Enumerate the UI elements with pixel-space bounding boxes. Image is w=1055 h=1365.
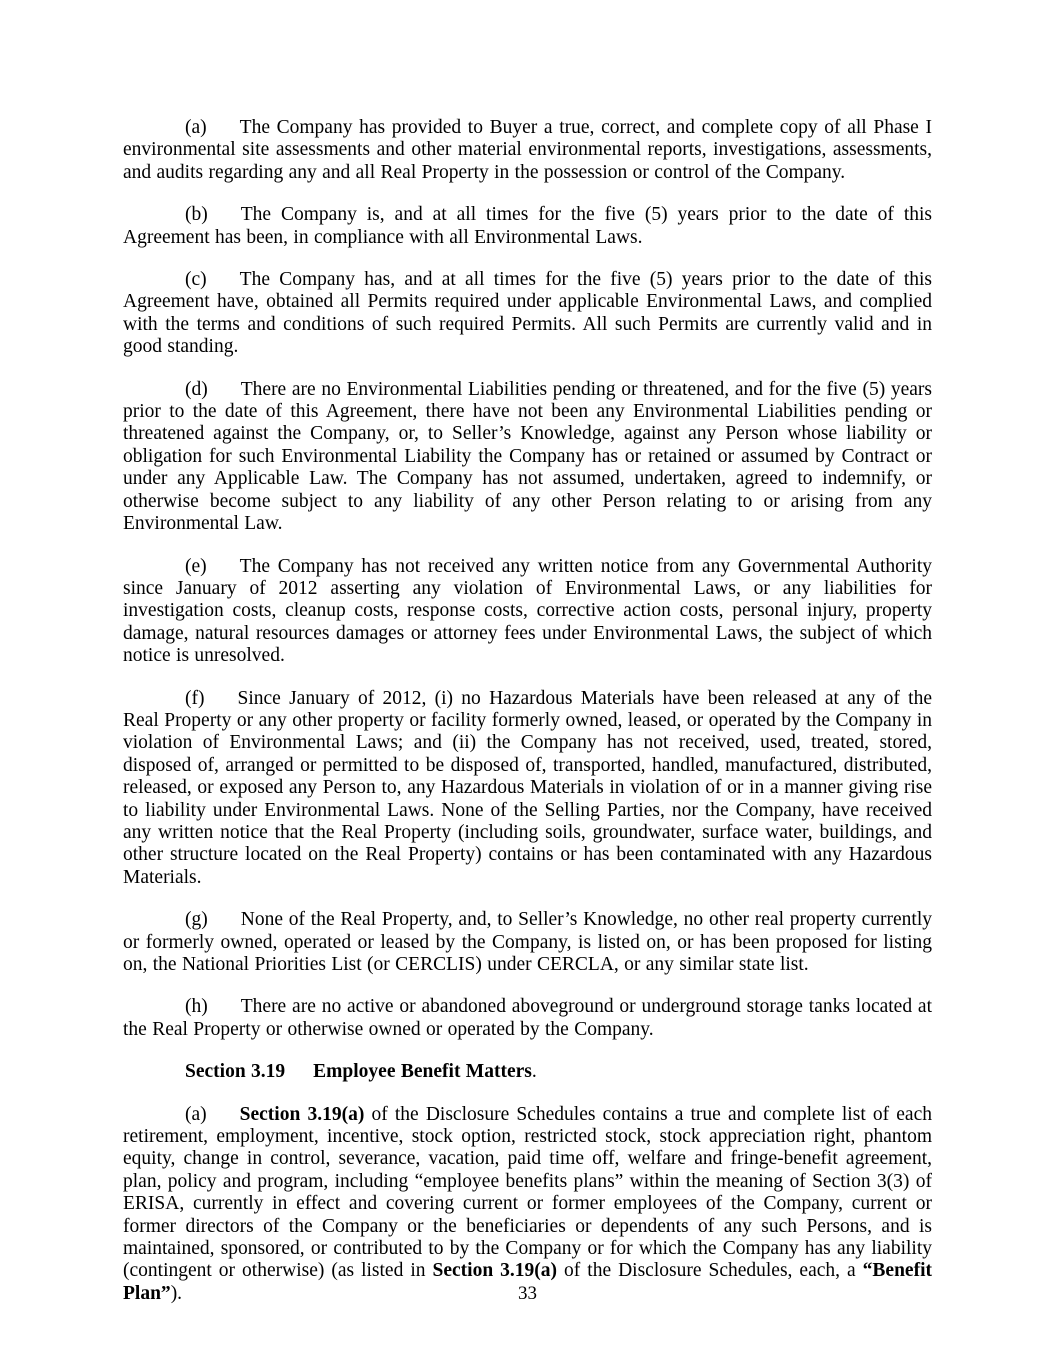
section-title: Employee Benefit Matters — [313, 1061, 532, 1083]
document-body — [123, 117, 932, 1325]
paragraph-a — [123, 117, 932, 184]
paragraph-h — [123, 996, 932, 1041]
paragraph-text: Since January of 2012, (i) no Hazardous Materials have been released at any of the Real Property or any other property or facility formerly owned, leased, or operated by the Company in violation of Environmental Laws; and (ii) the Company has not received, used, treated, stored, disposed of, arranged or permitted to be disposed of, transported, handled, manufactured, distributed, released, or exposed any Person to, any Hazardous Materials in violation of or in a manner giving rise to liability under Environmental Laws. None of the Selling Parties, nor the Company, have received any written notice that the Real Property (including soils, groundwater, surface water, buildings, and other structure located on the Real Property) contains or has been contaminated with any Hazardous Materials. — [123, 687, 932, 888]
paragraph-marker: (f) — [185, 687, 205, 709]
paragraph-marker: (d) — [185, 378, 208, 400]
paragraph-text: The Company is, and at all times for the five (5) years prior to the date of this Agreement has been, in compliance with all Environmental Laws. — [123, 204, 932, 248]
paragraph-e — [123, 556, 932, 668]
paragraph-text: There are no Environmental Liabilities pending or threatened, and for the five (5) years prior to the date of this Agreement, there have not been any Environmental Liabilities pending or threatened against the Company, or, to Seller’s Knowledge, against any Person whose liability or obligation for such Environmental Liability the Company has or retained or assumed by Contract or under any Applicable Law. The Company has not assumed, undertaken, agreed to indemnify, or otherwise become subject to any liability of any other Person relating to or arising from any Environmental Law. — [123, 378, 932, 535]
paragraph-marker: (e) — [185, 555, 207, 577]
benefit-paragraph — [123, 1104, 932, 1306]
paragraph-c — [123, 269, 932, 359]
paragraph-text: None of the Real Property, and, to Seller’s Knowledge, no other real property currently or formerly owned, operated or leased by the Company, is listed on, or has been proposed for listing on, the National Priorities List (or CERCLIS) under CERCLA, or any similar state list. — [123, 909, 932, 975]
paragraph-marker: (h) — [185, 996, 208, 1018]
paragraph-marker: (a) — [185, 1103, 207, 1125]
paragraph-g — [123, 909, 932, 976]
paragraph-text: The Company has, and at all times for the five (5) years prior to the date of this Agreement have, obtained all Permits required under applicable Environmental Laws, and complied with the terms and conditions of such required Permits. All such Permits are currently valid and in good standing. — [123, 269, 932, 358]
paragraph-text: Section 3.19(a) of the Disclosure Schedules contains a true and complete list of each retirement, employment, incentive, stock option, restricted stock, stock appreciation right, phantom equity, change in control, severance, vacation, paid time off, welfare and fringe-benefit agreement, plan, policy and program, including “employee benefits plans” within the meaning of Section 3(3) of ERISA, currently in effect and covering current or former employees of the Company, current or former directors of the Company or the beneficiaries or dependents of any such Persons, and is maintained, sponsored, or contributed to by the Company or for which the Company has any liability (contingent or otherwise) (as listed in Section 3.19(a) of the Disclosure Schedules, each, a “Benefit Plan”). — [123, 1103, 932, 1304]
section-heading — [123, 1061, 932, 1083]
paragraph-b — [123, 204, 932, 249]
page-footer — [0, 1283, 1055, 1305]
section-number: Section 3.19 — [185, 1061, 286, 1083]
paragraph-text: There are no active or abandoned aboveground or underground storage tanks located at the Real Property or otherwise owned or operated by the Company. — [123, 996, 932, 1040]
paragraph-text: The Company has not received any written notice from any Governmental Authority since January of 2012 asserting any violation of Environmental Laws, or any liabilities for investigation costs, cleanup costs, response costs, corrective action costs, personal injury, property damage, natural resources damages or attorney fees under Environmental Laws, the subject of which notice is unresolved. — [123, 555, 932, 667]
paragraph-f — [123, 688, 932, 890]
paragraph-marker: (g) — [185, 909, 208, 931]
section-title-period: . — [531, 1061, 537, 1083]
paragraph-d — [123, 379, 932, 536]
paragraph-marker: (c) — [185, 269, 207, 291]
paragraph-marker: (a) — [185, 117, 207, 138]
paragraph-marker: (b) — [185, 204, 208, 226]
page-number: 33 — [518, 1283, 537, 1304]
paragraph-text: The Company has provided to Buyer a true, correct, and complete copy of all Phase I environmental site assessments and other material environmental reports, investigations, assessments, and audits regarding any and all Real Property in the possession or control of the Company. — [123, 117, 932, 183]
